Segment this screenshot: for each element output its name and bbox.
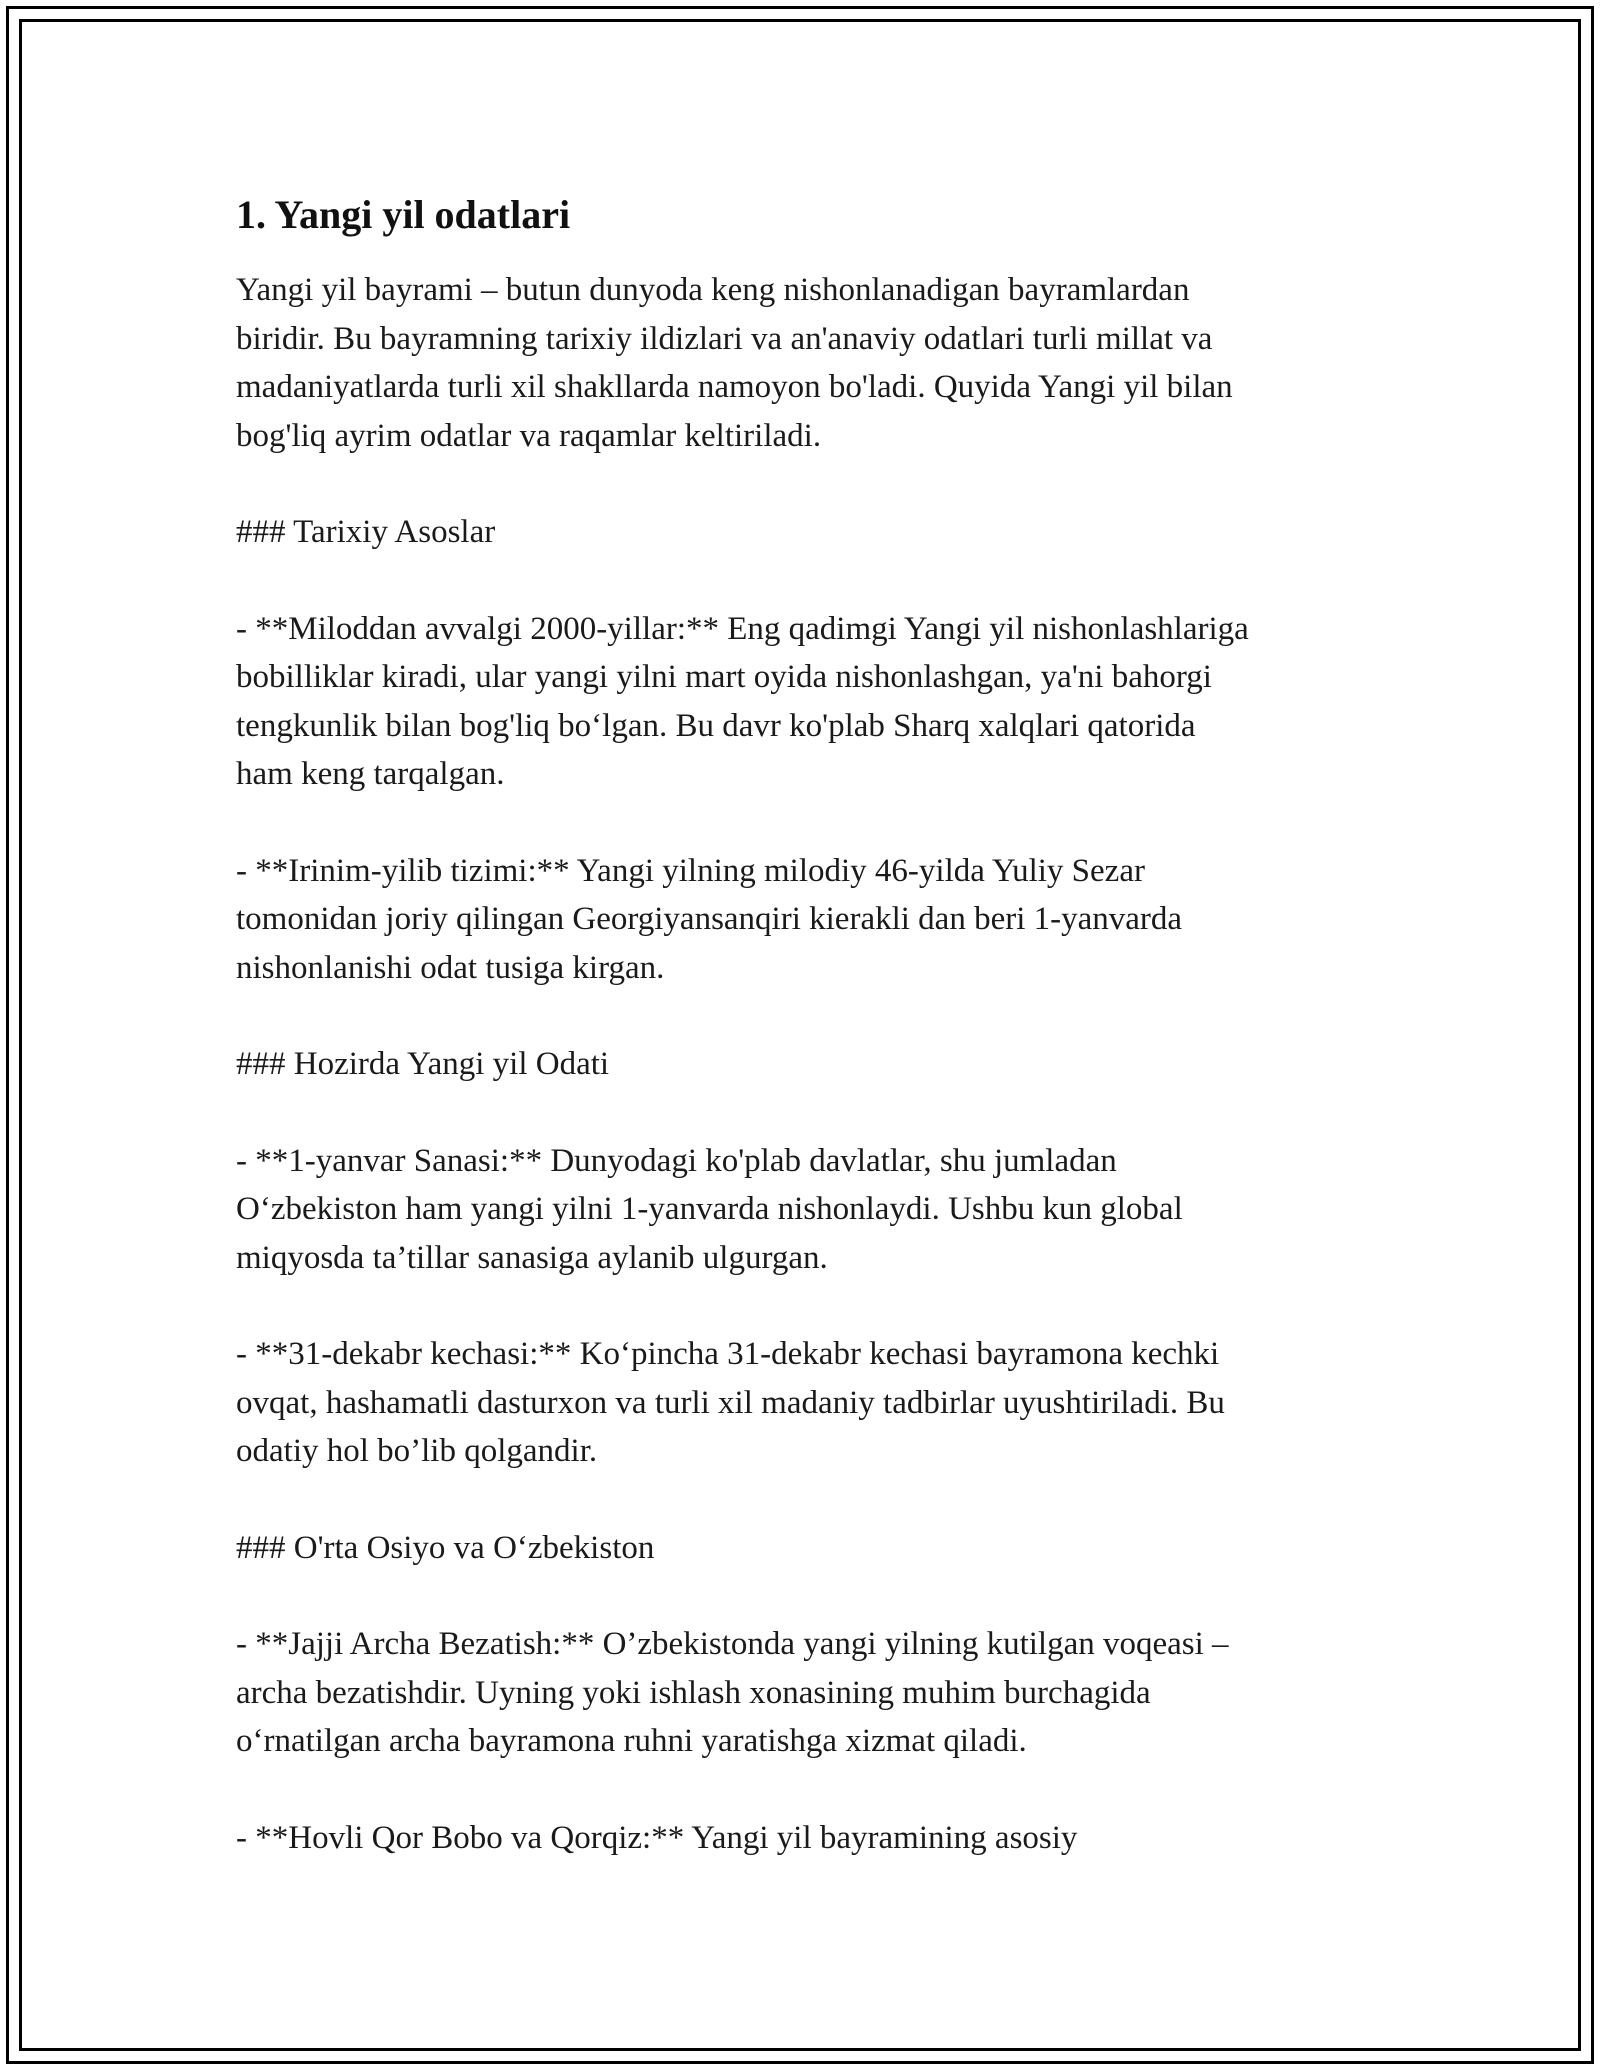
section-heading-tarixiy-asoslar: ### Tarixiy Asoslar [236, 514, 496, 550]
list-item-jajji-archa: - **Jajji Archa Bezatish:** O’zbekistonda yangi yilning kutilgan voqeasi – archa bezatishdir. Uyning yoki ishlash xonasining muhim burchagida o‘rnatilgan archa bayramona ruhni yaratishga xizmat qiladi. [236, 1626, 1229, 1759]
document-body [236, 186, 1376, 1862]
list-item-irinim-yilib: - **Irinim-yilib tizimi:** Yangi yilning milodiy 46-yilda Yuliy Sezar tomonidan joriy qilingan Georgiyansanqiri kierakli dan beri 1-yanvarda nishonlanishi odat tusiga kirgan. [236, 852, 1183, 986]
document-title: 1. Yangi yil odatlari [236, 192, 571, 237]
list-item-miloddan-avvalgi: - **Miloddan avvalgi 2000-yillar:** Eng qadimgi Yangi yil nishonlashlariga bobilliklar kiradi, ular yangi yilni mart oyida nishonlashgan, ya'ni bahorgi tengkunlik bilan bog'liq bo‘lgan. Bu davr ko'plab Sharq xalqlari qatorida ham keng tarqalgan. [236, 610, 1249, 792]
section-heading-orta-osiyo: ### O'rta Osiyo va O‘zbekiston [236, 1529, 655, 1566]
list-item-1-yanvar: - **1-yanvar Sanasi:** Dunyodagi ko'plab davlatlar, shu jumladan O‘zbekiston ham yangi yilni 1-yanvarda nishonlaydi. Ushbu kun global miqyosda ta’tillar sanasiga aylanib ulgurgan. [236, 1142, 1183, 1276]
list-item-qor-bobo: - **Hovli Qor Bobo va Qorqiz:** Yangi yil bayramining asosiy [236, 1819, 1078, 1856]
section-heading-hozirda: ### Hozirda Yangi yil Odati [236, 1046, 610, 1082]
list-item-31-dekabr: - **31-dekabr kechasi:** Ko‘pincha 31-dekabr kechasi bayramona kechki ovqat, hashamatli dasturxon va turli xil madaniy tadbirlar uyushtiriladi. Bu odatiy hol bo’lib qolgandir. [236, 1336, 1225, 1469]
intro-paragraph: Yangi yil bayrami – butun dunyoda keng nishonlanadigan bayramlardan biridir. Bu bayramning tarixiy ildizlari va an'anaviy odatlari turli millat va madaniyatlarda turli xil shakllarda namoyon bo'ladi. Quyida Yangi yil bilan bog'liq ayrim odatlar va raqamlar keltiriladi. [236, 272, 1233, 454]
